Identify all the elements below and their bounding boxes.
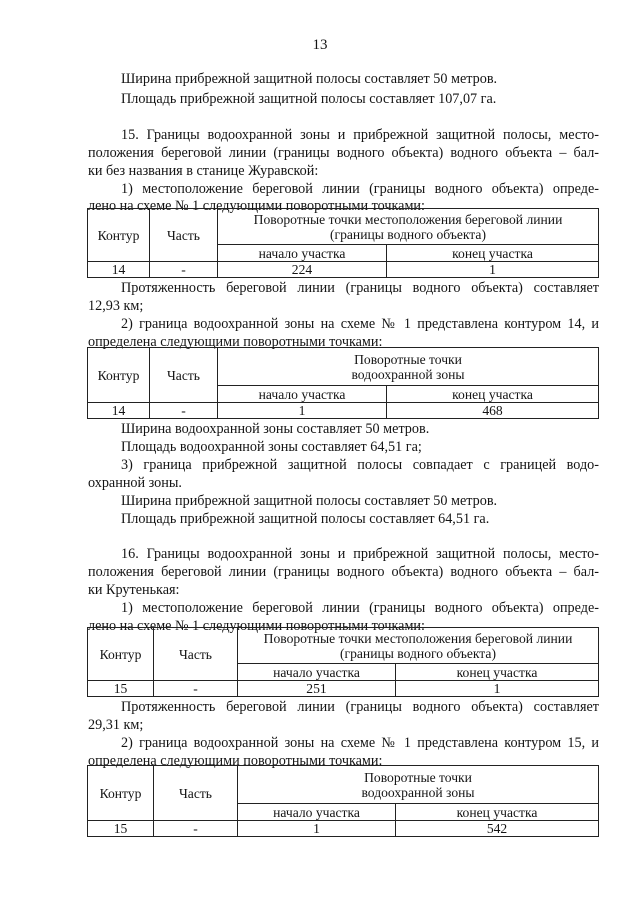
section-15-heading: положения береговой линии (границы водного объекта) водного объекта – бал- xyxy=(88,145,599,161)
paragraph-line: Ширина прибрежной защитной полосы составляет 50 метров. xyxy=(121,71,498,87)
header-contour: Контур xyxy=(88,348,150,403)
section-16-heading: ки Крутенькая: xyxy=(88,582,180,598)
table-row xyxy=(88,681,599,697)
section-16-heading: 16. Границы водоохранной зоны и прибрежной защитной полосы, место- xyxy=(121,546,599,562)
cell-start: 251 xyxy=(238,681,396,697)
header-part: Часть xyxy=(150,209,218,262)
header-part: Часть xyxy=(150,348,218,403)
cell-contour: 14 xyxy=(88,403,150,419)
paragraph-line: Площадь прибрежной защитной полосы составляет 107,07 га. xyxy=(121,91,497,107)
paragraph-line: 12,93 км; xyxy=(88,298,144,314)
paragraph-line: 1) местоположение береговой линии (границы водного объекта) опреде- xyxy=(121,600,599,616)
header-contour: Контур xyxy=(88,628,154,681)
paragraph-line: Протяженность береговой линии (границы водного объекта) составляет xyxy=(121,699,599,715)
header-end: конец участка xyxy=(387,386,599,403)
paragraph-line: 2) граница водоохранной зоны на схеме № 1 представлена контуром 14, и xyxy=(121,316,599,332)
cell-end: 1 xyxy=(396,681,599,697)
cell-end: 1 xyxy=(387,262,599,278)
water-protection-zone-table-14 xyxy=(87,347,599,419)
header-shoreline-points: Поворотные точки местоположения береговой линии (границы водного объекта) xyxy=(218,209,599,245)
table-row xyxy=(88,821,599,837)
paragraph-line: охранной зоны. xyxy=(88,475,182,491)
header-zone-points: Поворотные точки водоохранной зоны xyxy=(218,348,599,386)
paragraph-line: Протяженность береговой линии (границы водного объекта) составляет xyxy=(121,280,599,296)
header-contour: Контур xyxy=(88,209,150,262)
header-contour: Контур xyxy=(88,766,154,821)
cell-start: 1 xyxy=(218,403,387,419)
cell-start: 1 xyxy=(238,821,396,837)
cell-end: 542 xyxy=(396,821,599,837)
paragraph-line: определена следующими поворотными точками: xyxy=(88,753,383,769)
cell-part: - xyxy=(154,821,238,837)
header-part: Часть xyxy=(154,628,238,681)
header-start: начало участка xyxy=(238,804,396,821)
section-15-heading: 15. Границы водоохранной зоны и прибрежной защитной полосы, место- xyxy=(121,127,599,143)
header-start: начало участка xyxy=(238,664,396,681)
cell-end: 468 xyxy=(387,403,599,419)
header-start: начало участка xyxy=(218,245,387,262)
paragraph-line: лено на схеме № 1 следующими поворотными точками: xyxy=(88,198,425,214)
cell-part: - xyxy=(150,262,218,278)
header-part: Часть xyxy=(154,766,238,821)
cell-part: - xyxy=(150,403,218,419)
paragraph-line: определена следующими поворотными точками: xyxy=(88,334,383,350)
header-end: конец участка xyxy=(387,245,599,262)
section-15-heading: ки без названия в станице Журавской: xyxy=(88,163,319,179)
header-zone-points: Поворотные точки водоохранной зоны xyxy=(238,766,599,804)
shoreline-points-table-15 xyxy=(87,627,599,697)
cell-start: 224 xyxy=(218,262,387,278)
shoreline-points-table-14 xyxy=(87,208,599,278)
paragraph-line: лено на схеме № 1 следующими поворотными точками: xyxy=(88,618,425,634)
header-end: конец участка xyxy=(396,664,599,681)
table-row xyxy=(88,403,599,419)
paragraph-line: 1) местоположение береговой линии (границы водного объекта) опреде- xyxy=(121,181,599,197)
page-number: 13 xyxy=(312,37,328,53)
paragraph-line: Ширина водоохранной зоны составляет 50 метров. xyxy=(121,421,430,437)
paragraph-line: Площадь водоохранной зоны составляет 64,51 га; xyxy=(121,439,422,455)
header-end: конец участка xyxy=(396,804,599,821)
paragraph-line: 2) граница водоохранной зоны на схеме № 1 представлена контуром 15, и xyxy=(121,735,599,751)
paragraph-line: Ширина прибрежной защитной полосы составляет 50 метров. xyxy=(121,493,498,509)
water-protection-zone-table-15 xyxy=(87,765,599,837)
cell-contour: 15 xyxy=(88,821,154,837)
paragraph-line: 29,31 км; xyxy=(88,717,144,733)
table-row xyxy=(88,262,599,278)
cell-contour: 15 xyxy=(88,681,154,697)
header-start: начало участка xyxy=(218,386,387,403)
section-16-heading: положения береговой линии (границы водного объекта) водного объекта – бал- xyxy=(88,564,599,580)
paragraph-line: Площадь прибрежной защитной полосы составляет 64,51 га. xyxy=(121,511,490,527)
paragraph-line: 3) граница прибрежной защитной полосы совпадает с границей водо- xyxy=(121,457,599,473)
cell-part: - xyxy=(154,681,238,697)
header-shoreline-points: Поворотные точки местоположения береговой линии (границы водного объекта) xyxy=(238,628,599,664)
cell-contour: 14 xyxy=(88,262,150,278)
